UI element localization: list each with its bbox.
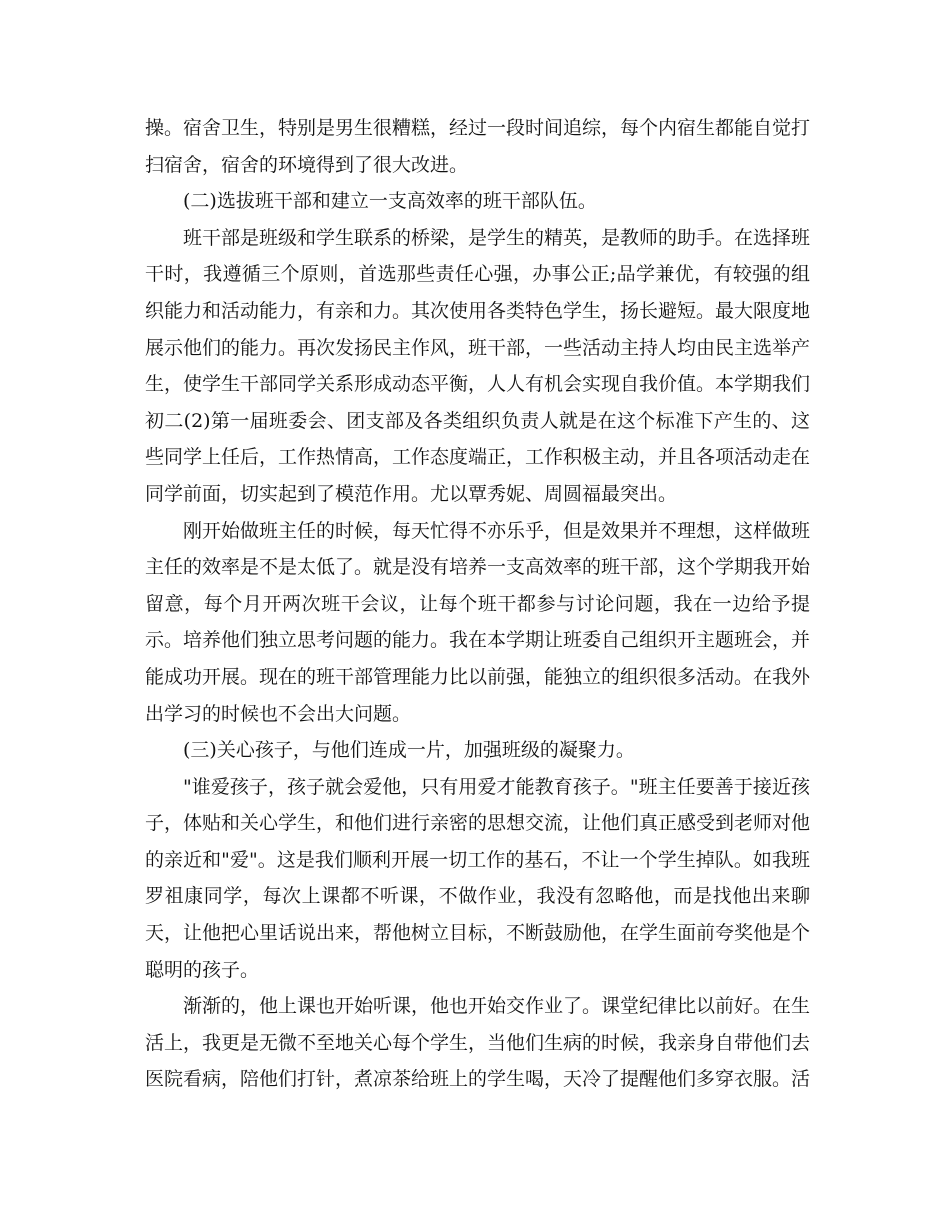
paragraph-4: 刚开始做班主任的时候，每天忙得不亦乐乎，但是效果并不理想，这样做班主任的效率是不是太低了。就是没有培养一支高效率的班干部，这个学期我开始留意，每个月开两次班干会议，让每个班干都参与讨论问题，我在一边给予提示。培养他们独立思考问题的能力。我在本学期让班委自己组织开主题班会，并能成功开展。现在的班干部管理能力比以前强，能独立的组织很多活动。在我外出学习的时候也不会出大问题。 — [145, 519, 811, 725]
section-heading-2: (二)选拔班干部和建立一支高效率的班干部队伍。 — [183, 190, 597, 213]
paragraph-1: 操。宿舍卫生，特别是男生很糟糕，经过一段时间追综，每个内宿生都能自觉打扫宿舍，宿舍的环境得到了很大改进。 — [145, 117, 811, 176]
section-heading-3: (三)关心孩子，与他们连成一片，加强班级的凝聚力。 — [183, 739, 635, 762]
paragraph-7: 渐渐的，他上课也开始听课，他也开始交作业了。课堂纪律比以前好。在生活上，我更是无微不至地关心每个学生，当他们生病的时候，我亲身自带他们去医院看病，陪他们打针，煮凉茶给班上的学生喝，天冷了提醒他们多穿衣服。活 — [145, 995, 811, 1091]
document-body — [145, 110, 810, 1098]
paragraph-6: "谁爱孩子，孩子就会爱他，只有用爱才能教育孩子。"班主任要善于接近孩子，体贴和关心学生，和他们进行亲密的思想交流，让他们真正感受到老师对他的亲近和"爱"。这是我们顺利开展一切工作的基石，不让一个学生掉队。如我班罗祖康同学，每次上课都不听课，不做作业，我没有忽略他，而是找他出来聊天，让他把心里话说出来，帮他树立目标，不断鼓励他，在学生面前夸奖他是个聪明的孩子。 — [145, 775, 811, 981]
paragraph-3: 班干部是班级和学生联系的桥梁，是学生的精英，是教师的助手。在选择班干时，我遵循三个原则，首选那些责任心强，办事公正;品学兼优，有较强的组织能力和活动能力，有亲和力。其次使用各类特色学生，扬长避短。最大限度地展示他们的能力。再次发扬民主作风，班干部，一些活动主持人均由民主选举产生，使学生干部同学关系形成动态平衡，人人有机会实现自我价值。本学期我们初二(2)第一届班委会、团支部及各类组织负责人就是在这个标准下产生的、这些同学上任后，工作热情高，工作态度端正，工作积极主动，并且各项活动走在同学前面，切实起到了模范作用。尤以覃秀妮、周圆福最突出。 — [145, 226, 811, 505]
